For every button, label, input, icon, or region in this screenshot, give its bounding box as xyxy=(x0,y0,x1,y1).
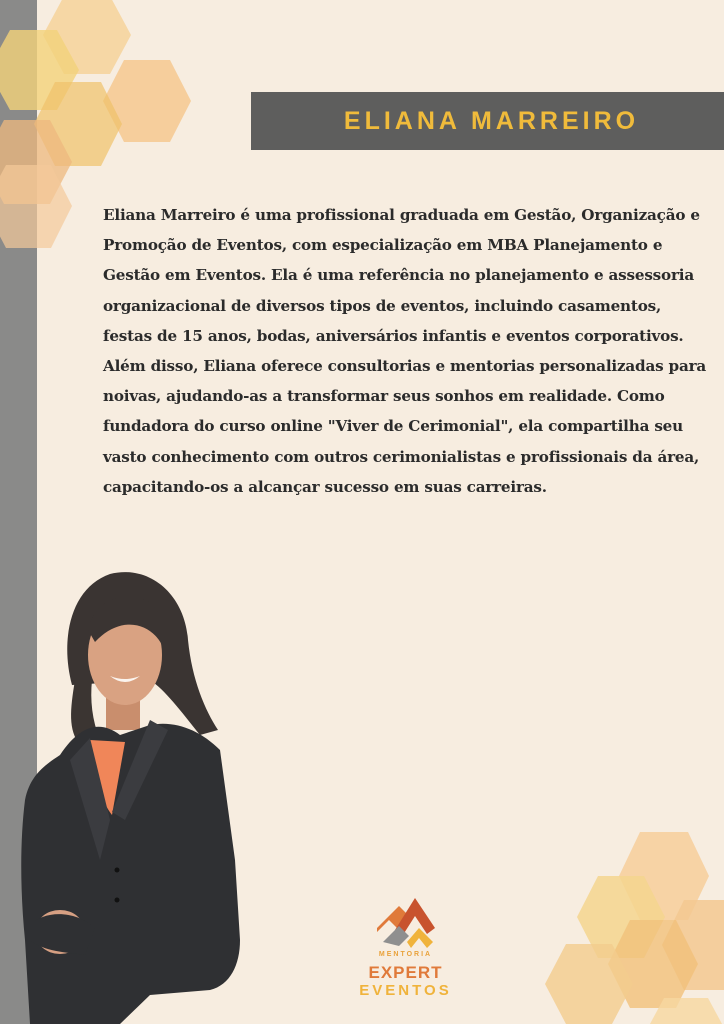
page-title: ELIANA MARREIRO xyxy=(343,106,640,135)
logo-wordmark-eventos: EVENTOS xyxy=(359,982,452,999)
house-roof-icon xyxy=(377,898,435,948)
bottom-right-hexagons xyxy=(545,832,724,1024)
mentoria-expert-eventos-logo xyxy=(348,898,463,1004)
logo-wordmark-expert: EXPERT xyxy=(368,963,443,982)
portrait-photo xyxy=(0,560,250,1024)
bio-paragraph: Eliana Marreiro é uma profissional graduada em Gestão, Organização e Promoção de Eventos, com especialização em MBA Planejamento e Gestão em Eventos. Ela é uma referência no planejamento e assessoria organizacional de diversos tipos de eventos, incluindo casamentos, festas de 15 anos, bodas, aniversários infantis e eventos corporativos. Além disso, Eliana oferece consultorias e mentorias personalizadas para noivas, ajudando-as a transformar seus sonhos em realidade. Como fundadora do curso online "Viver de Cerimonial", ela compartilha seu vasto conhecimento com outros cerimonialistas e profissionais da área, capacitando-os a alcançar sucesso em suas carreiras. xyxy=(103,206,707,496)
logo-tagline: MENTORIA xyxy=(378,951,433,958)
title-banner xyxy=(251,92,724,150)
